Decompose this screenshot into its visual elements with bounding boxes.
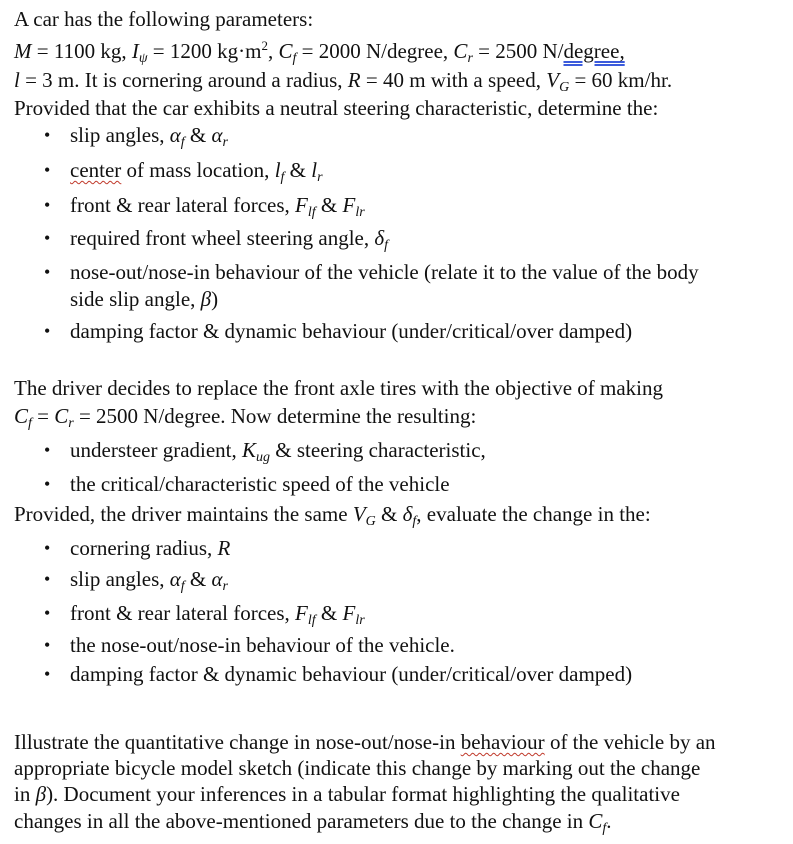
bullet: • — [44, 262, 51, 282]
bullet: • — [44, 125, 51, 145]
para3-line: Provided, the driver maintains the same $V_G$ & $\delta_f$, evaluate the change in the: — [14, 502, 651, 529]
para4-line-2: appropriate bicycle model sketch (indicate this change by marking out the change — [14, 756, 701, 780]
bullet: • — [44, 321, 51, 341]
para2-line-2: $C_f = C_r = 2500$ N/degree. Now determine the resulting: — [14, 404, 477, 431]
list1-item-damping: damping factor & dynamic behaviour (under/critical/over damped) — [70, 319, 633, 343]
bullet: • — [44, 664, 51, 684]
list1-item-center-of-mass: center of mass location, $l_f$ & $l_r$ — [70, 158, 323, 185]
intro-line-1: A car has the following parameters: — [14, 7, 314, 31]
list1-item-nose-behaviour: nose-out/nose-in behaviour of the vehicle (relate it to the value of the body — [70, 260, 699, 284]
list3-item-slip-angles: slip angles, $\alpha_f$ & $\alpha_r$ — [70, 567, 228, 594]
list1-item-lateral-forces: front & rear lateral forces, $F_{lf}$ & $F_{lr}$ — [70, 193, 365, 220]
para4-line-3: in β). Document your inferences in a tabular format highlighting the qualitative — [14, 782, 680, 806]
para2-line-1: The driver decides to replace the front axle tires with the objective of making — [14, 376, 664, 400]
list1-item-nose-behaviour-cont: side slip angle, β) — [70, 287, 219, 311]
bullet: • — [44, 603, 51, 623]
list3-item-nose-behaviour: the nose-out/nose-in behaviour of the vehicle. — [70, 633, 455, 657]
list3-item-lateral-forces: front & rear lateral forces, $F_{lf}$ & $F_{lr}$ — [70, 601, 365, 628]
list1-item-steering-angle: required front wheel steering angle, $\delta_f$ — [70, 226, 389, 253]
bullet: • — [44, 538, 51, 558]
bullet: • — [44, 160, 51, 180]
list1-item-slip-angles: slip angles, $\alpha_f$ & $\alpha_r$ — [70, 123, 228, 150]
list3-item-radius: cornering radius, R — [70, 536, 231, 560]
bullet: • — [44, 195, 51, 215]
para4-line-4: changes in all the above-mentioned parameters due to the change in $C_f$. — [14, 809, 612, 836]
bullet: • — [44, 228, 51, 248]
intro-line-3: l = 3 m. It is cornering around a radius, R = 40 m with a speed, $V_G = 60$ km/hr. — [14, 68, 673, 95]
list2-item-understeer: understeer gradient, $K_{ug}$ & steering characteristic, — [70, 438, 486, 465]
bullet: • — [44, 474, 51, 494]
intro-line-4: Provided that the car exhibits a neutral steering characteristic, determine the: — [14, 96, 659, 120]
bullet: • — [44, 440, 51, 460]
bullet: • — [44, 569, 51, 589]
para4-line-1: Illustrate the quantitative change in nose-out/nose-in behaviour of the vehicle by an — [14, 730, 716, 754]
list3-item-damping: damping factor & dynamic behaviour (under/critical/over damped) — [70, 662, 633, 686]
intro-line-2: M = 1100 kg, $I_\psi = 1200$ $kg\cdot m^2$, $C_f = 2000$ N/degree, $C_r = 2500$ N/degree, — [14, 38, 625, 66]
list2-item-critical-speed: the critical/characteristic speed of the vehicle — [70, 472, 450, 496]
bullet: • — [44, 635, 51, 655]
